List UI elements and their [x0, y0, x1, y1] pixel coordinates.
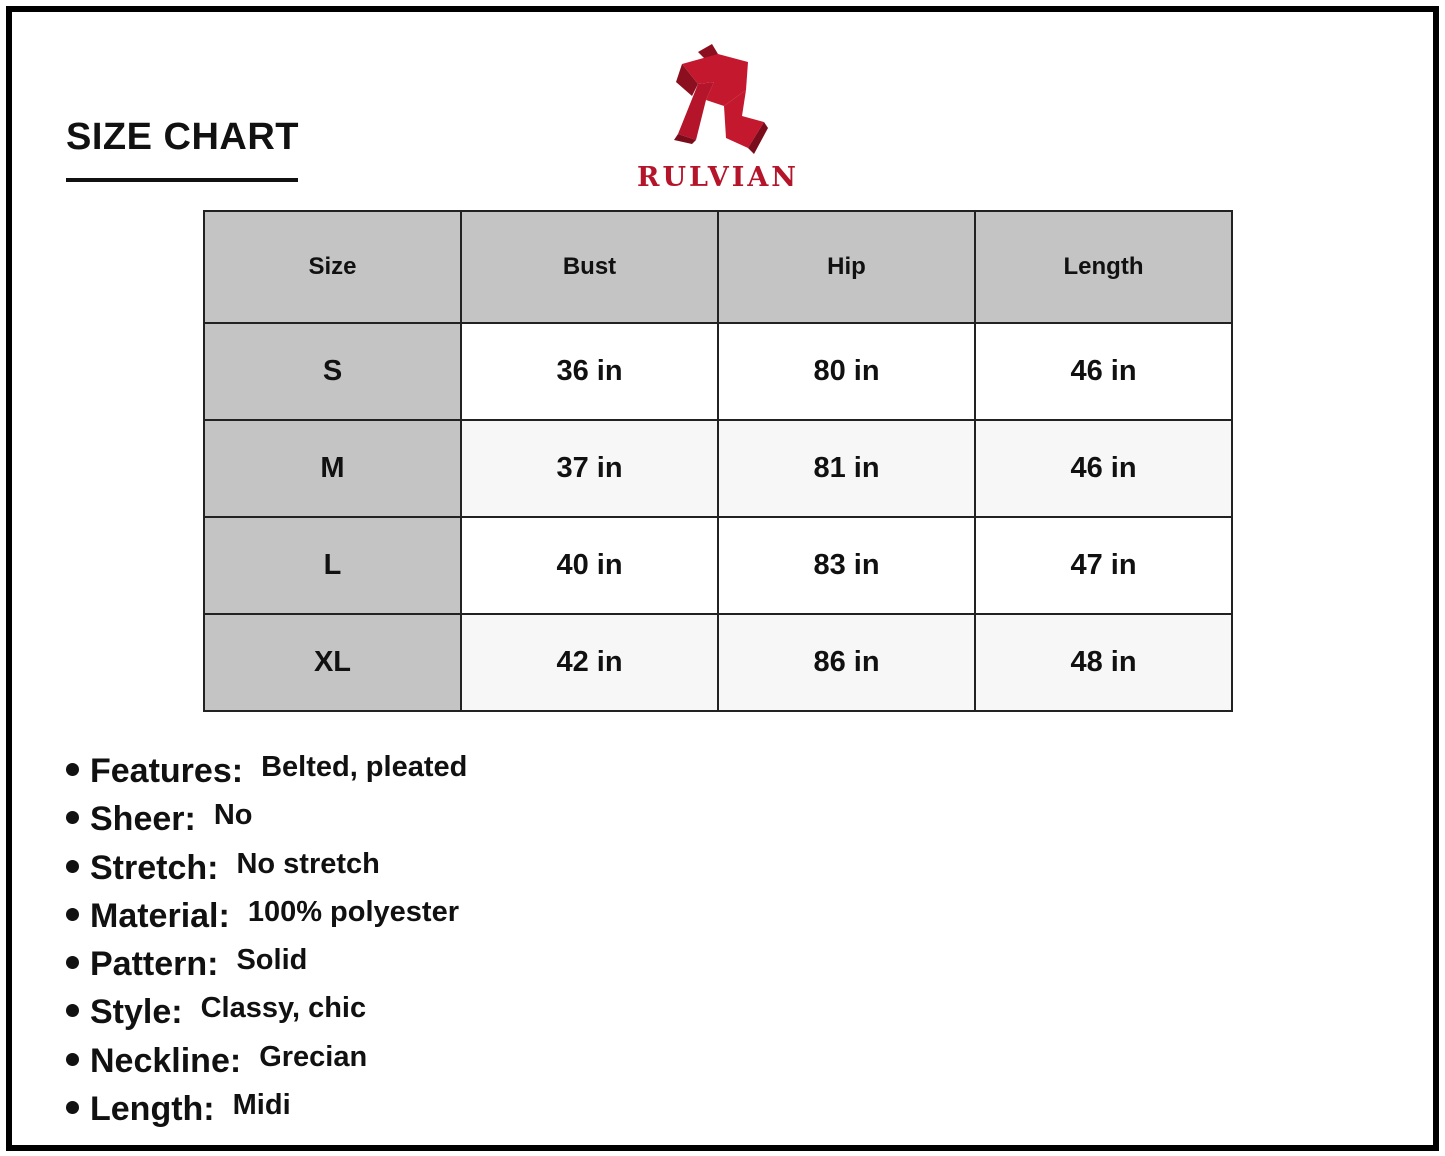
length-cell: 46 in [975, 420, 1232, 517]
length-cell: 47 in [975, 517, 1232, 614]
feature-value: Solid [236, 944, 308, 977]
feature-label: Neckline: [90, 1041, 242, 1080]
hip-cell: 81 in [718, 420, 975, 517]
bullet-icon [66, 1004, 79, 1017]
hip-cell: 86 in [718, 614, 975, 711]
logo-r-mark-icon [668, 44, 768, 156]
list-item [66, 993, 467, 1041]
column-header-bust: Bust [461, 211, 718, 323]
length-cell: 48 in [975, 614, 1232, 711]
bust-cell: 40 in [461, 517, 718, 614]
bullet-icon [66, 763, 79, 776]
size-chart-table [203, 210, 1233, 712]
column-header-length: Length [975, 211, 1232, 323]
bust-cell: 37 in [461, 420, 718, 517]
feature-value: No [213, 799, 253, 832]
list-item [66, 945, 467, 993]
feature-label: Features: [90, 752, 244, 790]
bullet-icon [66, 1101, 79, 1114]
bullet-icon [66, 811, 79, 824]
table-row [204, 614, 1232, 711]
feature-value: Classy, chic [200, 992, 367, 1025]
feature-label: Length: [90, 1090, 215, 1129]
feature-label: Pattern: [90, 945, 219, 984]
bust-cell: 36 in [461, 323, 718, 420]
brand-name: RULVIAN [637, 162, 799, 193]
length-cell: 46 in [975, 323, 1232, 420]
size-cell: XL [204, 614, 461, 711]
feature-label: Stretch: [90, 848, 219, 887]
table-row [204, 323, 1232, 420]
bullet-icon [66, 956, 79, 969]
column-header-hip: Hip [718, 211, 975, 323]
bullet-icon [66, 860, 79, 873]
size-cell: M [204, 420, 461, 517]
size-cell: S [204, 323, 461, 420]
list-item [66, 800, 467, 848]
feature-value: Midi [232, 1089, 291, 1122]
list-item [66, 897, 467, 945]
feature-label: Material: [90, 896, 230, 935]
column-header-size: Size [204, 211, 461, 323]
feature-value: Belted, pleated [261, 751, 468, 783]
feature-value: No stretch [236, 847, 380, 880]
feature-value: Grecian [259, 1040, 368, 1073]
table-row [204, 420, 1232, 517]
list-item [66, 1042, 467, 1090]
bullet-icon [66, 908, 79, 921]
brand-logo [618, 44, 818, 204]
bust-cell: 42 in [461, 614, 718, 711]
page-title: SIZE CHART [66, 116, 299, 158]
size-cell: L [204, 517, 461, 614]
feature-value: 100% polyester [247, 895, 459, 928]
table-row [204, 517, 1232, 614]
title-underline [66, 178, 298, 182]
feature-label: Sheer: [90, 800, 196, 839]
hip-cell: 80 in [718, 323, 975, 420]
list-item [66, 1090, 467, 1138]
product-features-list [66, 752, 467, 1138]
hip-cell: 83 in [718, 517, 975, 614]
table-header-row [204, 211, 1232, 323]
list-item [66, 752, 467, 800]
bullet-icon [66, 1053, 79, 1066]
list-item [66, 849, 467, 897]
feature-label: Style: [90, 993, 183, 1032]
